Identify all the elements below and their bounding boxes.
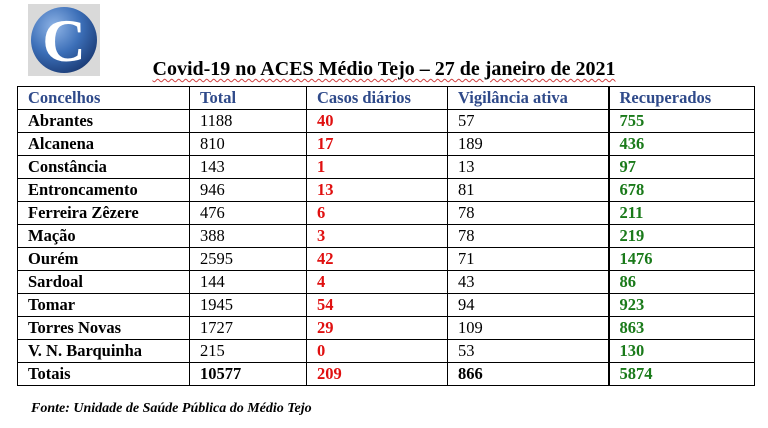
- covid-table: [17, 86, 755, 386]
- vigilancia-cell: 78: [448, 225, 609, 248]
- header-concelhos: Concelhos: [18, 87, 190, 110]
- total-cell: 10577: [190, 363, 307, 386]
- table-row: [18, 248, 755, 271]
- header-recuperados: Recuperados: [609, 87, 755, 110]
- total-cell: 2595: [190, 248, 307, 271]
- total-cell: 143: [190, 156, 307, 179]
- concelho-cell: Alcanena: [18, 133, 190, 156]
- recuperados-cell: 436: [609, 133, 755, 156]
- concelho-cell: Constância: [18, 156, 190, 179]
- vigilancia-cell: 13: [448, 156, 609, 179]
- table-row: [18, 225, 755, 248]
- concelho-cell: Entroncamento: [18, 179, 190, 202]
- concelho-cell: Tomar: [18, 294, 190, 317]
- source-note: Fonte: Unidade de Saúde Pública do Médio Tejo: [31, 401, 312, 416]
- page-title: Covid-19 no ACES Médio Tejo – 27 de janeiro de 2021: [152, 58, 616, 80]
- casos-diarios-cell: 3: [307, 225, 448, 248]
- concelho-cell: Ourém: [18, 248, 190, 271]
- casos-diarios-cell: 4: [307, 271, 448, 294]
- logo-letter: C: [42, 8, 86, 74]
- total-cell: 810: [190, 133, 307, 156]
- recuperados-cell: 130: [609, 340, 755, 363]
- total-cell: 1188: [190, 110, 307, 133]
- casos-diarios-cell: 54: [307, 294, 448, 317]
- table-row: [18, 179, 755, 202]
- table-row: [18, 294, 755, 317]
- vigilancia-cell: 71: [448, 248, 609, 271]
- total-cell: 1945: [190, 294, 307, 317]
- recuperados-cell: 5874: [609, 363, 755, 386]
- recuperados-cell: 97: [609, 156, 755, 179]
- table-row: [18, 156, 755, 179]
- vigilancia-cell: 53: [448, 340, 609, 363]
- recuperados-cell: 219: [609, 225, 755, 248]
- vigilancia-cell: 189: [448, 133, 609, 156]
- vigilancia-cell: 57: [448, 110, 609, 133]
- concelho-cell: Torres Novas: [18, 317, 190, 340]
- total-cell: 388: [190, 225, 307, 248]
- total-cell: 946: [190, 179, 307, 202]
- header-vigilancia-ativa: Vigilância ativa: [448, 87, 609, 110]
- vigilancia-cell: 109: [448, 317, 609, 340]
- casos-diarios-cell: 209: [307, 363, 448, 386]
- recuperados-cell: 923: [609, 294, 755, 317]
- casos-diarios-cell: 0: [307, 340, 448, 363]
- recuperados-cell: 1476: [609, 248, 755, 271]
- concelho-cell: Totais: [18, 363, 190, 386]
- concelho-cell: V. N. Barquinha: [18, 340, 190, 363]
- table-row: [18, 110, 755, 133]
- header-total: Total: [190, 87, 307, 110]
- concelho-cell: Abrantes: [18, 110, 190, 133]
- recuperados-cell: 211: [609, 202, 755, 225]
- casos-diarios-cell: 40: [307, 110, 448, 133]
- total-cell: 144: [190, 271, 307, 294]
- table-row: [18, 317, 755, 340]
- header-casos-diarios: Casos diários: [307, 87, 448, 110]
- casos-diarios-cell: 6: [307, 202, 448, 225]
- recuperados-cell: 86: [609, 271, 755, 294]
- casos-diarios-cell: 17: [307, 133, 448, 156]
- table-row: [18, 271, 755, 294]
- recuperados-cell: 678: [609, 179, 755, 202]
- table-row: [18, 340, 755, 363]
- totals-row: [18, 363, 755, 386]
- header-row: [18, 87, 755, 110]
- vigilancia-cell: 81: [448, 179, 609, 202]
- table-row: [18, 202, 755, 225]
- total-cell: 1727: [190, 317, 307, 340]
- vigilancia-cell: 866: [448, 363, 609, 386]
- vigilancia-cell: 94: [448, 294, 609, 317]
- vigilancia-cell: 43: [448, 271, 609, 294]
- table-row: [18, 133, 755, 156]
- concelho-cell: Sardoal: [18, 271, 190, 294]
- recuperados-cell: 863: [609, 317, 755, 340]
- total-cell: 215: [190, 340, 307, 363]
- casos-diarios-cell: 13: [307, 179, 448, 202]
- casos-diarios-cell: 1: [307, 156, 448, 179]
- casos-diarios-cell: 42: [307, 248, 448, 271]
- total-cell: 476: [190, 202, 307, 225]
- recuperados-cell: 755: [609, 110, 755, 133]
- concelho-cell: Ferreira Zêzere: [18, 202, 190, 225]
- concelho-cell: Mação: [18, 225, 190, 248]
- vigilancia-cell: 78: [448, 202, 609, 225]
- casos-diarios-cell: 29: [307, 317, 448, 340]
